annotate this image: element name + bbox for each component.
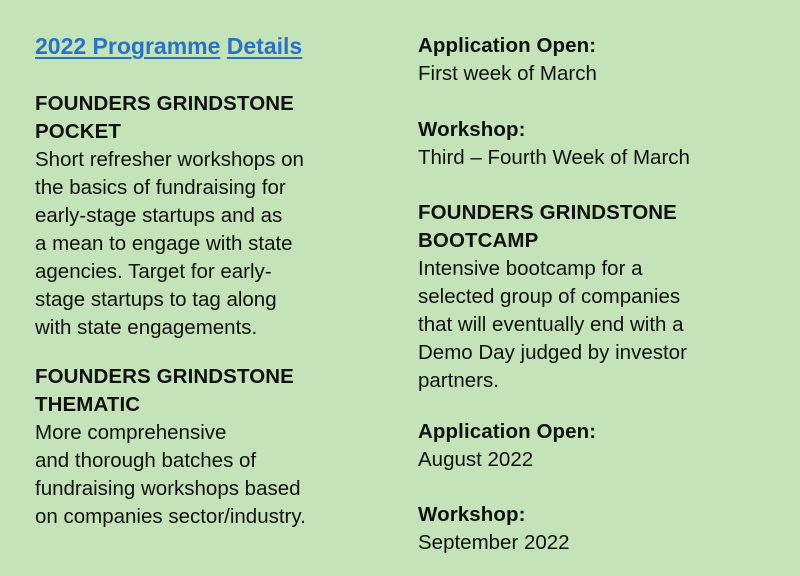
pocket-title-line-2: POCKET <box>35 120 122 143</box>
pocket-desc-line-7: with state engagements. <box>35 316 258 339</box>
bootcamp-workshop <box>418 501 570 557</box>
pocket-application-value: First week of March <box>418 62 597 85</box>
bootcamp-workshop-value: September 2022 <box>418 531 570 554</box>
thematic-desc-line-2: and thorough batches of <box>35 449 257 472</box>
pocket-desc-line-2: the basics of fundraising for <box>35 176 286 199</box>
bootcamp-application <box>418 418 596 474</box>
thematic-desc-line-3: fundraising workshops based <box>35 477 301 500</box>
bootcamp-application-value: August 2022 <box>418 448 534 471</box>
pocket-application <box>418 32 597 88</box>
bootcamp-desc-line-2: selected group of companies <box>418 285 681 308</box>
thematic-title-line-2: THEMATIC <box>35 393 141 416</box>
bootcamp-workshop-label: Workshop: <box>418 503 526 526</box>
thematic-title-line-1: FOUNDERS GRINDSTONE <box>35 365 294 388</box>
pocket-desc-line-3: early-stage startups and as <box>35 204 283 227</box>
title-link-programme[interactable]: 2022 Programme <box>35 33 221 59</box>
pocket-desc-line-1: Short refresher workshops on <box>35 148 304 171</box>
bootcamp-application-label: Application Open: <box>418 420 597 443</box>
thematic-section <box>35 363 306 531</box>
pocket-workshop <box>418 116 690 172</box>
bootcamp-desc-line-1: Intensive bootcamp for a <box>418 257 643 280</box>
pocket-desc-line-6: stage startups to tag along <box>35 288 277 311</box>
pocket-section <box>35 90 304 342</box>
thematic-desc-line-4: on companies sector/industry. <box>35 505 306 528</box>
bootcamp-section <box>418 199 687 395</box>
pocket-title-line-1: FOUNDERS GRINDSTONE <box>35 92 294 115</box>
bootcamp-title-line-1: FOUNDERS GRINDSTONE <box>418 201 677 224</box>
pocket-application-label: Application Open: <box>418 34 597 57</box>
pocket-workshop-value: Third – Fourth Week of March <box>418 146 690 169</box>
page-title <box>35 29 302 63</box>
pocket-workshop-label: Workshop: <box>418 118 526 141</box>
pocket-desc-line-5: agencies. Target for early- <box>35 260 272 283</box>
bootcamp-desc-line-3: that will eventually end with a <box>418 313 684 336</box>
title-link-details[interactable]: Details <box>226 33 303 59</box>
bootcamp-title-line-2: BOOTCAMP <box>418 229 539 252</box>
thematic-desc-line-1: More comprehensive <box>35 421 227 444</box>
bootcamp-desc-line-5: partners. <box>418 369 499 392</box>
bootcamp-desc-line-4: Demo Day judged by investor <box>418 341 687 364</box>
pocket-desc-line-4: a mean to engage with state <box>35 232 293 255</box>
